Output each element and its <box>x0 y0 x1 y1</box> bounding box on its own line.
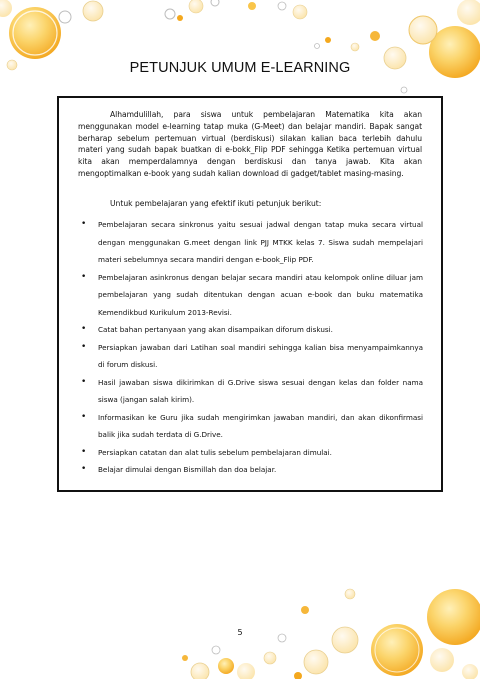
bullet-icon: • <box>81 376 87 387</box>
list-item <box>78 461 423 479</box>
bullet-icon: • <box>81 324 87 334</box>
bullet-icon: • <box>81 219 87 229</box>
list-item-text: Persiapkan catatan dan alat tulis sebelum pembelajaran dimulai. <box>98 447 332 457</box>
list-item-text: Belajar dimulai dengan Bismillah dan doa belajar. <box>98 465 277 474</box>
bullet-icon: • <box>81 271 87 282</box>
list-item <box>78 216 423 269</box>
bullet-icon: • <box>81 446 87 457</box>
list-item <box>78 339 423 374</box>
bullet-icon: • <box>81 411 87 422</box>
bubble <box>9 7 61 59</box>
list-item-text: Informasikan ke Guru jika sudah mengirimkan jawaban mandiri, dan akan dikonfirmasi balik jika sudah terdata di G.Drive. <box>98 412 423 439</box>
instruction-list <box>78 216 423 479</box>
page-title: PETUNJUK UMUM E-LEARNING <box>129 60 351 76</box>
list-item-text: Hasil jawaban siswa dikirimkan di G.Drive siswa sesuai dengan kelas dan folder nama siswa (jangan salah kirim). <box>98 377 423 404</box>
bullet-icon: • <box>81 341 87 352</box>
list-item <box>78 374 423 409</box>
intro-paragraph: Alhamdulillah, para siswa untuk pembelajaran Matematika kita akan menggunakan model e-learning tatap muka (G-Meet) dan belajar mandiri. Bapak sangat berharap sebelum pertemuan virtual (berdiskusi) silakan kalian baca terlebih dahulu materi yang sudah bapak buatkan di e-bokk_Flip PDF sehingga Ketika pertemuan virtual kita akan memperdalamnya dengan berdiskusi dan tanya jawab. Kita akan mengoptimalkan e-book yang sudah kalian download di gadget/tablet masing-masing. <box>78 110 422 178</box>
list-item-text: Catat bahan pertanyaan yang akan disampaikan diforum diskusi. <box>98 325 333 334</box>
list-item <box>78 409 423 444</box>
list-item-text: Persiapkan jawaban dari Latihan soal mandiri sehingga kalian bisa menyampaimkannya di forum diskusi. <box>98 342 423 369</box>
list-item <box>78 269 423 322</box>
page-number: 5 <box>237 628 243 637</box>
bullet-icon: • <box>81 464 87 474</box>
list-item-text: Pembelajaran secara sinkronus yaitu sesuai jadwal dengan tatap muka secara virtual dengan menggunakan G.meet dengan link PJJ MTKK kelas 7. Siswa sudah mempelajari materi sebelumnya secara mandiri dengan e-book_Flip PDF. <box>98 220 423 264</box>
list-item <box>78 444 423 462</box>
instructions-heading: Untuk pembelajaran yang efektif ikuti petunjuk berikut: <box>110 199 322 208</box>
list-item-text: Pembelajaran asinkronus dengan belajar secara mandiri atau kelompok online diluar jam pembelajaran yang sudah ditentukan dengan acuan e-book dan buku matematika Kemendikbud Kurikulum 2013-Revisi. <box>98 272 423 317</box>
list-item <box>78 321 423 339</box>
